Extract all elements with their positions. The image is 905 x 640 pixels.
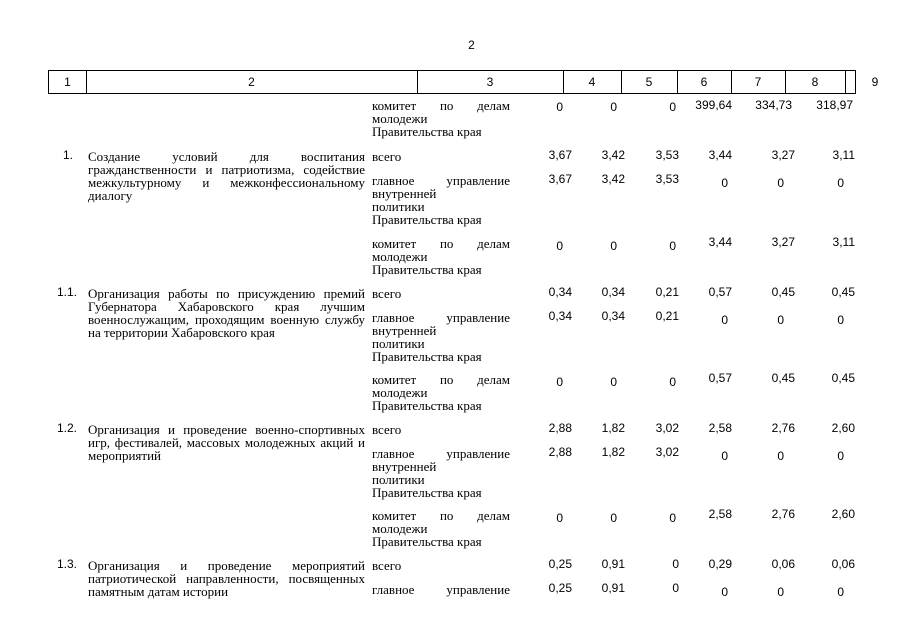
value-cell: 2,76 — [771, 421, 795, 435]
row-number: 1. — [62, 148, 73, 162]
value-cell: 0 — [669, 511, 676, 525]
executor-vsego: всего — [372, 558, 402, 573]
row-number: 1.3. — [56, 557, 77, 571]
executor-vsego: всего — [372, 149, 402, 164]
header-col-6: 6 — [700, 75, 708, 89]
value-cell: 3,27 — [771, 148, 795, 162]
value-cell: 2,88 — [548, 445, 572, 459]
value-cell: 0 — [837, 313, 844, 327]
value-cell: 0 — [672, 557, 679, 571]
value-cell: 0 — [610, 375, 617, 389]
activity-name: Создание условий для воспитания гражданственности и патриотизма, содействие межкультурному и межконфессиональному диалогу — [88, 149, 365, 203]
value-cell: 0,34 — [548, 309, 572, 323]
value-cell: 0 — [556, 239, 563, 253]
value-cell: 0 — [777, 313, 784, 327]
activity-name: Организация и проведение мероприятий патриотической направленности, посвященных памятным датам истории — [88, 558, 365, 599]
header-col-2: 2 — [248, 75, 255, 89]
value-cell: 0,34 — [548, 285, 572, 299]
header-col-1: 1 — [64, 75, 71, 89]
value-cell: 3,67 — [548, 172, 572, 186]
value-cell: 0 — [669, 239, 676, 253]
value-cell: 3,11 — [832, 235, 855, 249]
value-cell: 399,64 — [695, 98, 732, 112]
row-number: 1.1. — [56, 285, 77, 299]
executor-komitet: комитет по делам молодежи Правительства края — [372, 236, 510, 277]
value-cell: 2,58 — [708, 421, 732, 435]
executor-vsego: всего — [372, 286, 402, 301]
value-cell: 0,45 — [771, 371, 795, 385]
value-cell: 0 — [556, 100, 563, 114]
value-cell: 0,57 — [708, 371, 732, 385]
value-cell: 3,53 — [655, 148, 679, 162]
value-cell: 1,82 — [601, 421, 625, 435]
executor-gu: главное управление внутренней политики Правительства края — [372, 446, 510, 500]
header-col-8: 8 — [811, 75, 819, 89]
value-cell: 3,02 — [655, 421, 679, 435]
value-cell: 0 — [777, 176, 784, 190]
value-cell: 2,58 — [708, 507, 732, 521]
value-cell: 3,44 — [708, 235, 732, 249]
executor-gu: главное управление — [372, 582, 510, 597]
executor-komitet: комитет по делам молодежи Правительства края — [372, 98, 510, 139]
value-cell: 0 — [721, 176, 728, 190]
value-cell: 3,67 — [548, 148, 572, 162]
row-number: 1.2. — [56, 421, 77, 435]
value-cell: 0 — [610, 239, 617, 253]
page-number: 2 — [468, 38, 475, 52]
header-col-5: 5 — [645, 75, 653, 89]
value-cell: 0 — [610, 511, 617, 525]
value-cell: 0,21 — [655, 285, 679, 299]
value-cell: 0,34 — [601, 309, 625, 323]
value-cell: 334,73 — [755, 98, 792, 112]
value-cell: 0 — [721, 449, 728, 463]
value-cell: 0,21 — [655, 309, 679, 323]
value-cell: 0 — [672, 581, 679, 595]
value-cell: 3,44 — [708, 148, 732, 162]
executor-gu: главное управление внутренней политики Правительства края — [372, 173, 510, 227]
header-col-9: 9 — [871, 75, 879, 89]
value-cell: 0 — [721, 585, 728, 599]
value-cell: 0,06 — [771, 557, 795, 571]
header-col-4: 4 — [588, 75, 596, 89]
value-cell: 3,02 — [655, 445, 679, 459]
executor-vsego: всего — [372, 422, 402, 437]
value-cell: 0 — [669, 100, 676, 114]
value-cell: 0,57 — [708, 285, 732, 299]
value-cell: 2,88 — [548, 421, 572, 435]
value-cell: 0 — [837, 449, 844, 463]
value-cell: 2,76 — [771, 507, 795, 521]
value-cell: 0,06 — [831, 557, 855, 571]
value-cell: 0,45 — [831, 371, 855, 385]
value-cell: 0 — [556, 511, 563, 525]
executor-gu: главное управление внутренней политики Правительства края — [372, 310, 510, 364]
value-cell: 3,53 — [655, 172, 679, 186]
value-cell: 0,29 — [708, 557, 732, 571]
executor-komitet: комитет по делам молодежи Правительства края — [372, 508, 510, 549]
value-cell: 0 — [721, 313, 728, 327]
value-cell: 3,27 — [771, 235, 795, 249]
value-cell: 3,11 — [832, 148, 855, 162]
value-cell: 0 — [556, 375, 563, 389]
value-cell: 0,25 — [548, 557, 572, 571]
value-cell: 3,42 — [601, 172, 625, 186]
header-col-3: 3 — [486, 75, 494, 89]
header-col-7: 7 — [754, 75, 762, 89]
value-cell: 0 — [837, 176, 844, 190]
value-cell: 0,91 — [601, 557, 625, 571]
value-cell: 0,91 — [601, 581, 625, 595]
value-cell: 0 — [777, 585, 784, 599]
value-cell: 0,25 — [548, 581, 572, 595]
executor-komitet: комитет по делам молодежи Правительства края — [372, 372, 510, 413]
value-cell: 318,97 — [816, 98, 853, 112]
activity-name: Организация и проведение военно-спортивных игр, фестивалей, массовых молодежных акций и мероприятий — [88, 422, 365, 463]
value-cell: 3,42 — [601, 148, 625, 162]
value-cell: 0 — [777, 449, 784, 463]
value-cell: 2,60 — [831, 421, 855, 435]
value-cell: 0 — [837, 585, 844, 599]
value-cell: 0 — [610, 100, 617, 114]
value-cell: 0,45 — [771, 285, 795, 299]
value-cell: 0,45 — [831, 285, 855, 299]
value-cell: 0,34 — [601, 285, 625, 299]
activity-name: Организация работы по присуждению премий Губернатора Хабаровского края лучшим военнослужащим, проходящим военную службу на территории Хабаровского края — [88, 286, 365, 340]
value-cell: 1,82 — [601, 445, 625, 459]
table-header-row — [48, 70, 879, 94]
value-cell: 0 — [669, 375, 676, 389]
value-cell: 2,60 — [831, 507, 855, 521]
